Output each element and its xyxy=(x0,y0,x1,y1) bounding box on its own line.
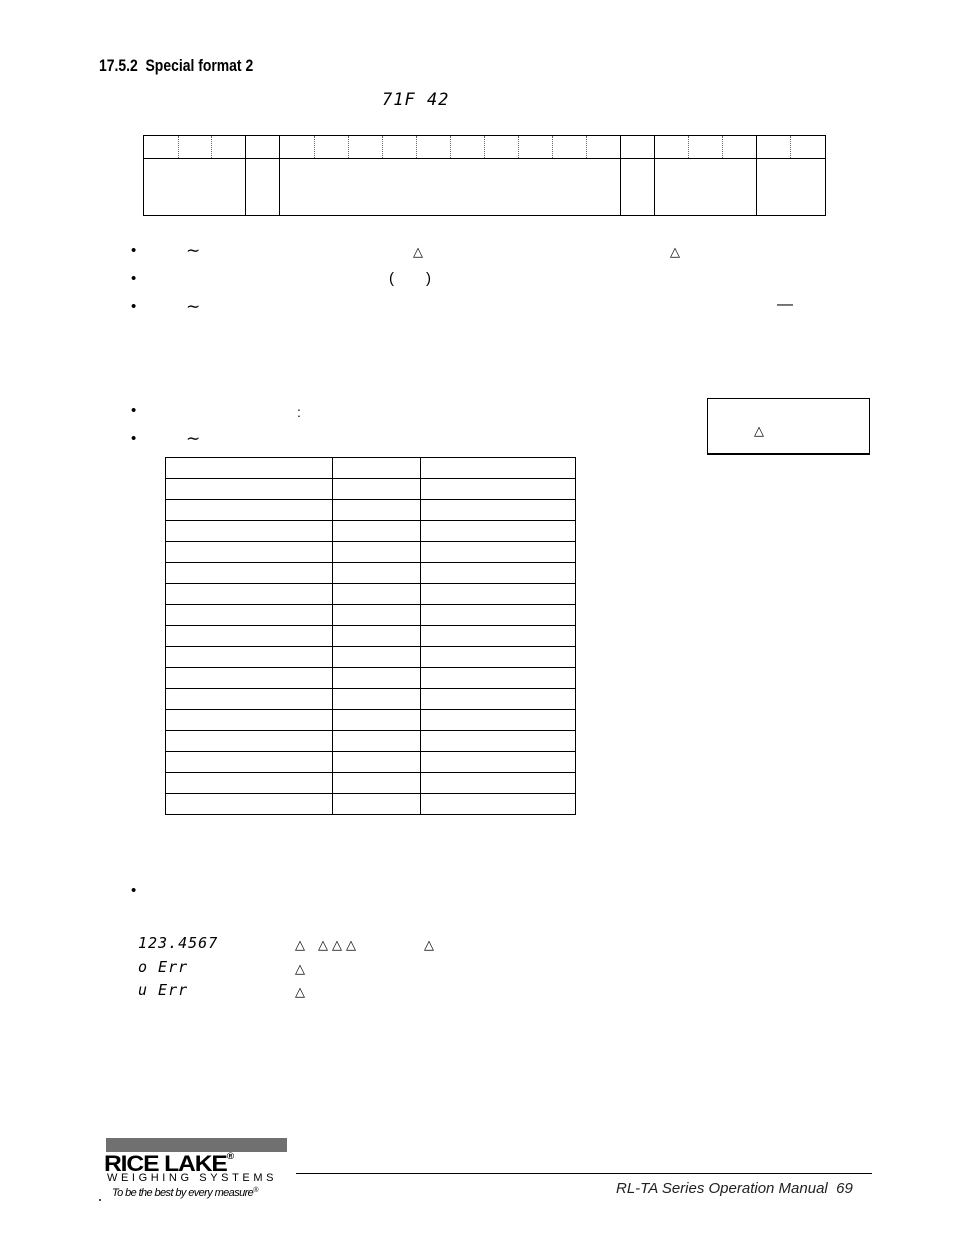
byte-tick xyxy=(484,136,485,158)
byte-tick xyxy=(722,136,723,158)
footer-rule xyxy=(296,1173,872,1174)
byte-tick xyxy=(211,136,212,158)
table-row xyxy=(166,626,576,647)
table-cell xyxy=(166,584,333,605)
field-separator xyxy=(756,136,757,215)
table-cell xyxy=(333,479,421,500)
table-cell xyxy=(421,500,576,521)
byte-tick xyxy=(314,136,315,158)
bullet-1: • xyxy=(131,242,137,259)
tagline-registered-mark: ® xyxy=(253,1187,258,1194)
triangle-space-symbol: △ xyxy=(413,244,423,259)
table-cell xyxy=(333,689,421,710)
table-cell xyxy=(166,773,333,794)
bullet-5: • xyxy=(131,430,137,447)
table-cell xyxy=(166,542,333,563)
table-cell xyxy=(421,794,576,815)
table-cell xyxy=(333,794,421,815)
byte-tick xyxy=(790,136,791,158)
table-row xyxy=(166,521,576,542)
byte-tick xyxy=(586,136,587,158)
byte-tick xyxy=(416,136,417,158)
bullet-4: • xyxy=(131,402,137,419)
bullet-2: • xyxy=(131,270,137,287)
table-cell xyxy=(333,773,421,794)
table-cell xyxy=(421,752,576,773)
table-cell xyxy=(166,605,333,626)
section-number: 17.5.2 xyxy=(99,56,138,75)
code-table xyxy=(165,457,576,815)
table-row xyxy=(166,584,576,605)
byte-tick xyxy=(178,136,179,158)
table-cell xyxy=(333,710,421,731)
section-title: Special format 2 xyxy=(145,56,254,75)
note-box xyxy=(707,398,870,455)
triangle-space-symbol: △ xyxy=(424,937,434,952)
close-paren: ) xyxy=(426,270,431,287)
section-heading xyxy=(99,56,253,76)
table-cell xyxy=(333,542,421,563)
table-row xyxy=(166,710,576,731)
table-cell xyxy=(166,626,333,647)
triangle-space-symbol: △ xyxy=(295,961,305,976)
manual-title: RL-TA Series Operation Manual xyxy=(616,1180,828,1197)
triangle-space-symbol: △ xyxy=(318,937,328,952)
table-cell xyxy=(333,626,421,647)
tilde-symbol: ∼ xyxy=(186,429,201,448)
page-number: 69 xyxy=(836,1180,853,1197)
triangle-space-symbol: △ xyxy=(295,937,305,952)
table-cell xyxy=(421,479,576,500)
table-row xyxy=(166,647,576,668)
table-cell xyxy=(333,668,421,689)
footer-text xyxy=(616,1180,853,1197)
logo-tagline xyxy=(112,1187,258,1199)
bullet-3: • xyxy=(131,298,137,315)
table-cell xyxy=(166,689,333,710)
table-row xyxy=(166,500,576,521)
triangle-space-symbol: △ xyxy=(346,937,356,952)
diagram-row-divider xyxy=(144,158,825,159)
table-cell xyxy=(166,647,333,668)
table-cell xyxy=(333,458,421,479)
display-example: 123.4567 xyxy=(138,934,219,952)
byte-tick xyxy=(688,136,689,158)
table-cell xyxy=(166,458,333,479)
open-paren: ( xyxy=(389,270,394,287)
table-row xyxy=(166,689,576,710)
logo-subtitle: WEIGHING SYSTEMS xyxy=(107,1172,278,1184)
dash-symbol: — xyxy=(777,296,793,313)
field-separator xyxy=(620,136,621,215)
byte-tick xyxy=(552,136,553,158)
byte-tick xyxy=(518,136,519,158)
byte-tick xyxy=(348,136,349,158)
tilde-symbol: ∼ xyxy=(186,241,201,260)
table-cell xyxy=(421,626,576,647)
byte-tick xyxy=(450,136,451,158)
table-cell xyxy=(333,647,421,668)
table-cell xyxy=(166,731,333,752)
data-format-diagram xyxy=(143,135,826,216)
table-cell xyxy=(421,668,576,689)
table-row xyxy=(166,605,576,626)
table-cell xyxy=(421,542,576,563)
table-row xyxy=(166,773,576,794)
bullet-6: • xyxy=(131,882,137,899)
table-cell xyxy=(333,605,421,626)
colon-symbol: : xyxy=(297,404,301,420)
table-cell xyxy=(166,500,333,521)
table-row xyxy=(166,668,576,689)
table-cell xyxy=(166,521,333,542)
table-cell xyxy=(333,731,421,752)
display-example: o Err xyxy=(138,958,189,976)
logo-name: RICE LAKE xyxy=(104,1151,227,1176)
table-row xyxy=(166,731,576,752)
logo-tagline-text: To be the best by every measure xyxy=(112,1187,254,1199)
field-separator xyxy=(654,136,655,215)
table-cell xyxy=(421,563,576,584)
field-separator xyxy=(245,136,246,215)
table-cell xyxy=(333,500,421,521)
table-cell xyxy=(421,458,576,479)
triangle-space-symbol: △ xyxy=(295,984,305,999)
table-row xyxy=(166,458,576,479)
logo-registered-mark: ® xyxy=(226,1151,234,1161)
triangle-space-symbol: △ xyxy=(332,937,342,952)
byte-tick xyxy=(382,136,383,158)
table-cell xyxy=(333,521,421,542)
table-cell xyxy=(421,731,576,752)
table-cell xyxy=(166,563,333,584)
table-row xyxy=(166,794,576,815)
table-cell xyxy=(166,479,333,500)
table-cell xyxy=(166,752,333,773)
display-example: u Err xyxy=(138,981,189,999)
triangle-space-symbol: △ xyxy=(754,423,764,438)
tilde-symbol: ∼ xyxy=(186,297,201,316)
format-code-display: 71F 42 xyxy=(382,90,450,110)
logo-bar xyxy=(106,1138,287,1152)
table-cell xyxy=(166,710,333,731)
margin-dot xyxy=(99,1199,101,1201)
table-cell xyxy=(333,584,421,605)
table-cell xyxy=(421,773,576,794)
table-row xyxy=(166,542,576,563)
table-row xyxy=(166,752,576,773)
table-cell xyxy=(421,605,576,626)
table-cell xyxy=(166,794,333,815)
table-cell xyxy=(166,668,333,689)
table-cell xyxy=(421,710,576,731)
table-row xyxy=(166,479,576,500)
table-cell xyxy=(421,584,576,605)
table-cell xyxy=(421,521,576,542)
table-cell xyxy=(333,563,421,584)
table-row xyxy=(166,563,576,584)
table-cell xyxy=(333,752,421,773)
table-cell xyxy=(421,689,576,710)
field-separator xyxy=(279,136,280,215)
triangle-space-symbol: △ xyxy=(670,244,680,259)
table-cell xyxy=(421,647,576,668)
